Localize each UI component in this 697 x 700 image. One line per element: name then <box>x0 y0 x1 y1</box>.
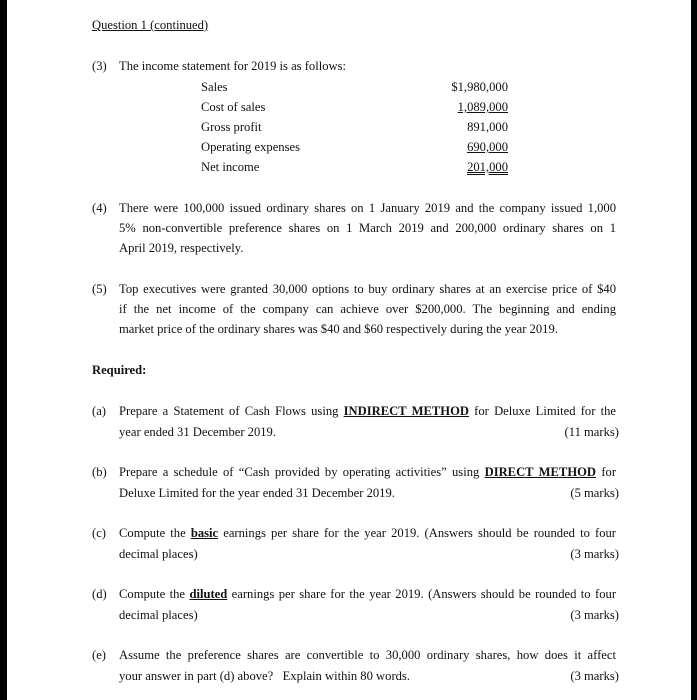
req-b-line-1 <box>119 464 616 480</box>
req-e-marks: (3 marks) <box>570 669 619 683</box>
is-label-gross-profit: Gross profit <box>201 120 262 134</box>
is-value-operating-expenses: 690,000 <box>467 140 508 154</box>
is-label-net-income: Net income <box>201 160 260 174</box>
req-c-text-pre: Compute the <box>119 526 191 540</box>
req-d-marks: (3 marks) <box>570 608 619 622</box>
req-a-line-2: year ended 31 December 2019. <box>119 425 277 439</box>
req-d-line-1 <box>119 586 616 602</box>
is-label-operating-expenses: Operating expenses <box>201 140 300 154</box>
req-b-text-post: for <box>596 465 617 479</box>
req-d-text-pre: Compute the <box>119 587 190 601</box>
left-dark-border <box>0 0 7 700</box>
item-5-line-2: if the net income of the company can achieve over $200,000. The beginning and ending <box>119 302 616 316</box>
item-3-text: The income statement for 2019 is as follows: <box>119 59 346 73</box>
req-a-number: (a) <box>92 404 106 418</box>
req-a-method: INDIRECT METHOD <box>343 404 469 418</box>
req-c-marks: (3 marks) <box>570 547 619 561</box>
question-heading: Question 1 (continued) <box>92 18 209 32</box>
req-e-line-1: Assume the preference shares are convertible to 30,000 ordinary shares, how does it affect <box>119 648 616 662</box>
is-label-sales: Sales <box>201 80 228 94</box>
is-value-gross-profit: 891,000 <box>467 120 508 134</box>
req-a-line-1 <box>119 403 616 419</box>
req-a-text-post: for Deluxe Limited for the <box>468 404 616 418</box>
req-c-text-post: earnings per share for the year 2019. (Answers should be rounded to four <box>218 526 617 540</box>
required-heading: Required: <box>92 363 147 377</box>
req-b-method: DIRECT METHOD <box>484 465 597 479</box>
item-4-line-3: April 2019, respectively. <box>119 241 244 255</box>
item-5-line-1: Top executives were granted 30,000 options to buy ordinary shares at an exercise price of $40 <box>119 282 616 296</box>
req-e-number: (e) <box>92 648 106 662</box>
req-d-number: (d) <box>92 587 107 601</box>
is-value-cost-of-sales: 1,089,000 <box>457 100 508 114</box>
item-4-line-2: 5% non-convertible preference shares on 1 March 2019 and 200,000 ordinary shares on 1 <box>119 221 616 235</box>
item-4-line-1: There were 100,000 issued ordinary shares on 1 January 2019 and the company issued 1,000 <box>119 201 616 215</box>
req-c-number: (c) <box>92 526 106 540</box>
req-b-marks: (5 marks) <box>570 486 619 500</box>
item-5-number: (5) <box>92 282 107 296</box>
req-c-line-1 <box>119 525 616 541</box>
req-d-line-2: decimal places) <box>119 608 198 622</box>
req-e-line-2: your answer in part (d) above? Explain within 80 words. <box>119 669 410 683</box>
req-b-line-2: Deluxe Limited for the year ended 31 December 2019. <box>119 486 395 500</box>
is-value-net-income: 201,000 <box>467 160 508 174</box>
is-value-sales: $1,980,000 <box>451 80 508 94</box>
req-a-marks: (11 marks) <box>564 425 619 439</box>
item-3-number: (3) <box>92 59 107 73</box>
req-a-text-pre: Prepare a Statement of Cash Flows using <box>119 404 344 418</box>
item-4-number: (4) <box>92 201 107 215</box>
item-5-line-3: market price of the ordinary shares was $40 and $60 respectively during the year 2019. <box>119 322 558 336</box>
req-d-text-post: earnings per share for the year 2019. (Answers should be rounded to four <box>227 587 617 601</box>
req-b-number: (b) <box>92 465 107 479</box>
req-d-diluted: diluted <box>189 587 228 601</box>
right-dark-border <box>691 0 697 700</box>
req-c-basic: basic <box>190 526 219 540</box>
is-label-cost-of-sales: Cost of sales <box>201 100 266 114</box>
req-b-text-pre: Prepare a schedule of “Cash provided by operating activities” using <box>119 465 485 479</box>
req-c-line-2: decimal places) <box>119 547 198 561</box>
